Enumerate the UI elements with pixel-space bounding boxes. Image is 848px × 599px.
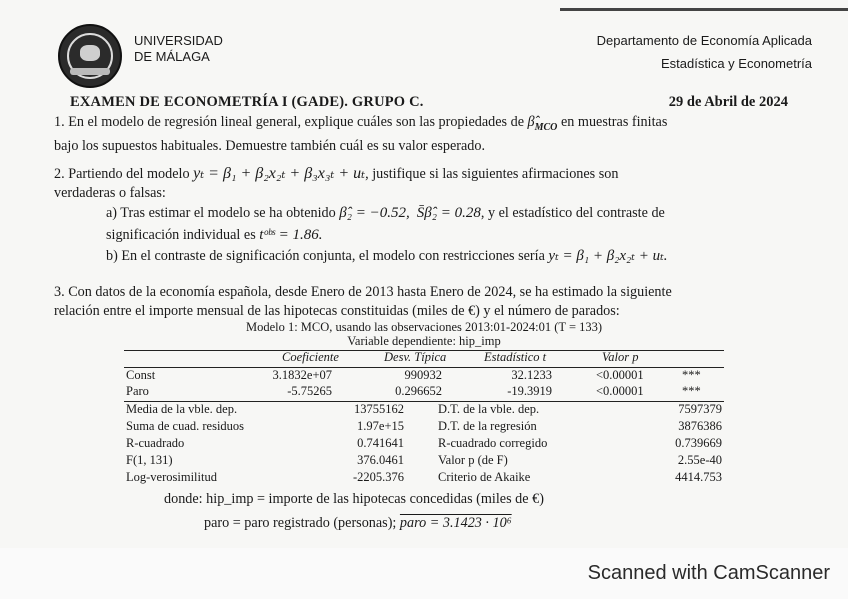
scanner-watermark: Scanned with CamScanner bbox=[587, 562, 830, 584]
col-header-se: Desv. Típica bbox=[384, 350, 447, 364]
col-header-p: Valor p bbox=[602, 350, 639, 364]
table-title: Modelo 1: MCO, usando las observaciones 2013:01-2024:01 (T = 133) bbox=[245, 320, 603, 334]
notes-line-1: donde: hip_imp = importe de las hipotecas concedidas (miles de €) bbox=[164, 491, 544, 507]
university-name: UNIVERSIDAD DE MÁLAGA bbox=[134, 33, 223, 64]
question-1: 1. En el modelo de regresión lineal general, explique cuáles son las propiedades de $\betâ_{MCO}$ en muestras finitas bajo los supuestos habituales. Demuestre también cuál es su valor esperado. bbox=[54, 114, 668, 154]
notes-line-2: paro = paro registrado (personas); paro = 3.1423 · 10⁶ bbox=[204, 515, 512, 531]
col-header-coef: Coeficiente bbox=[282, 350, 339, 364]
area-name: Estadística y Econometría bbox=[660, 56, 812, 71]
question-2a: a) Tras estimar el modelo se ha obtenido β̂₂ = −0.52, S̄β̂₂ = 0.28, y el estadístico del contraste de significación individual es tᵒᵇˢ = 1.86. bbox=[106, 205, 665, 243]
table-dependent: Variable dependiente: hip_imp bbox=[347, 334, 501, 348]
department-name: Departamento de Economía Aplicada bbox=[596, 33, 812, 48]
question-2b: b) En el contraste de significación conjunta, el modelo con restricciones sería yₜ = β₁ + β₂x₂ₜ + uₜ. bbox=[106, 248, 668, 264]
top-rule bbox=[560, 8, 848, 11]
col-header-t: Estadístico t bbox=[484, 350, 547, 364]
question-2: 2. Partiendo del modelo yₜ = β₁ + β₂x₂ₜ + β₃x₃ₜ + uₜ, justifique si las siguientes afirmaciones son verdaderas o falsas: bbox=[54, 165, 619, 201]
exam-title: EXAMEN DE ECONOMETRÍA I (GADE). GRUPO C. bbox=[70, 94, 424, 110]
question-3: 3. Con datos de la economía española, desde Enero de 2013 hasta Enero de 2024, se ha estimado la siguiente relación entre el importe mensual de las hipotecas constituidas (miles de €) y el número de parados: bbox=[54, 284, 672, 319]
exam-sheet: UNIVERSIDAD DE MÁLAGA Departamento de Economía Aplicada Estadística y Econometría EXAMEN DE ECONOMETRÍA I (GADE). GRUPO C. 29 de Abril de 2024 1. En el modelo de regresión lineal general, explique cuáles son las propiedades de $\betâ_{MCO}$ en muestras finitas bajo los supuestos habituales. Demuestre también cuál es su valor esperado. 2. Partiendo del modelo yₜ = β₁ + β₂x₂ₜ + β₃x₃ₜ + uₜ, justifique si las siguientes afirmaciones son verdaderas o falsas: a) Tras estimar el modelo se ha obtenido β̂₂ = −0.52, S̄β̂₂ = 0.28, y el estadístico del contraste de significación individual es tᵒᵇˢ = 1.86. b) En el contraste de significación conjunta, el modelo con restricciones sería yₜ = β₁ + β₂x₂ₜ + uₜ. 3. Con datos de la economía española, desde Enero de 2013 hasta Enero de 2024, se ha estimado la siguiente relación entre el importe mensual de las hipotecas constituidas (miles de €) y el número de parados: Modelo 1: MCO, usando las observaciones 2013:01-2024:01 (T = 133) Variable dependiente: hip_imp Coeficiente Desv. Típica Estadístico t Valor p Const 3.1832e+07 990932 32.1233 <0.00001 *** Paro -5.75265 0.296652 -19.3919 <0.00001 *** Media de la vble. dep. 13755162 D.T. de la vble. dep. 7597379 Suma de cuad. residuos 1.97e+15 D.T. de la regresión 3876386 R-cuadrado 0.741641 R-cuadrado corregido 0.739669 F(1, 131) 376.0461 Valor p (de F) 2.55e-40 Log-verosimilitud -2205.376 Criterio de Akaike 4414.753 donde: hip_imp = importe de las hipotecas concedidas (miles de €) paro = paro registrado (personas); paro = 3.1423 · 10⁶ bbox=[0, 0, 848, 548]
exam-date: 29 de Abril de 2024 bbox=[668, 94, 788, 110]
university-seal-icon bbox=[58, 24, 122, 88]
